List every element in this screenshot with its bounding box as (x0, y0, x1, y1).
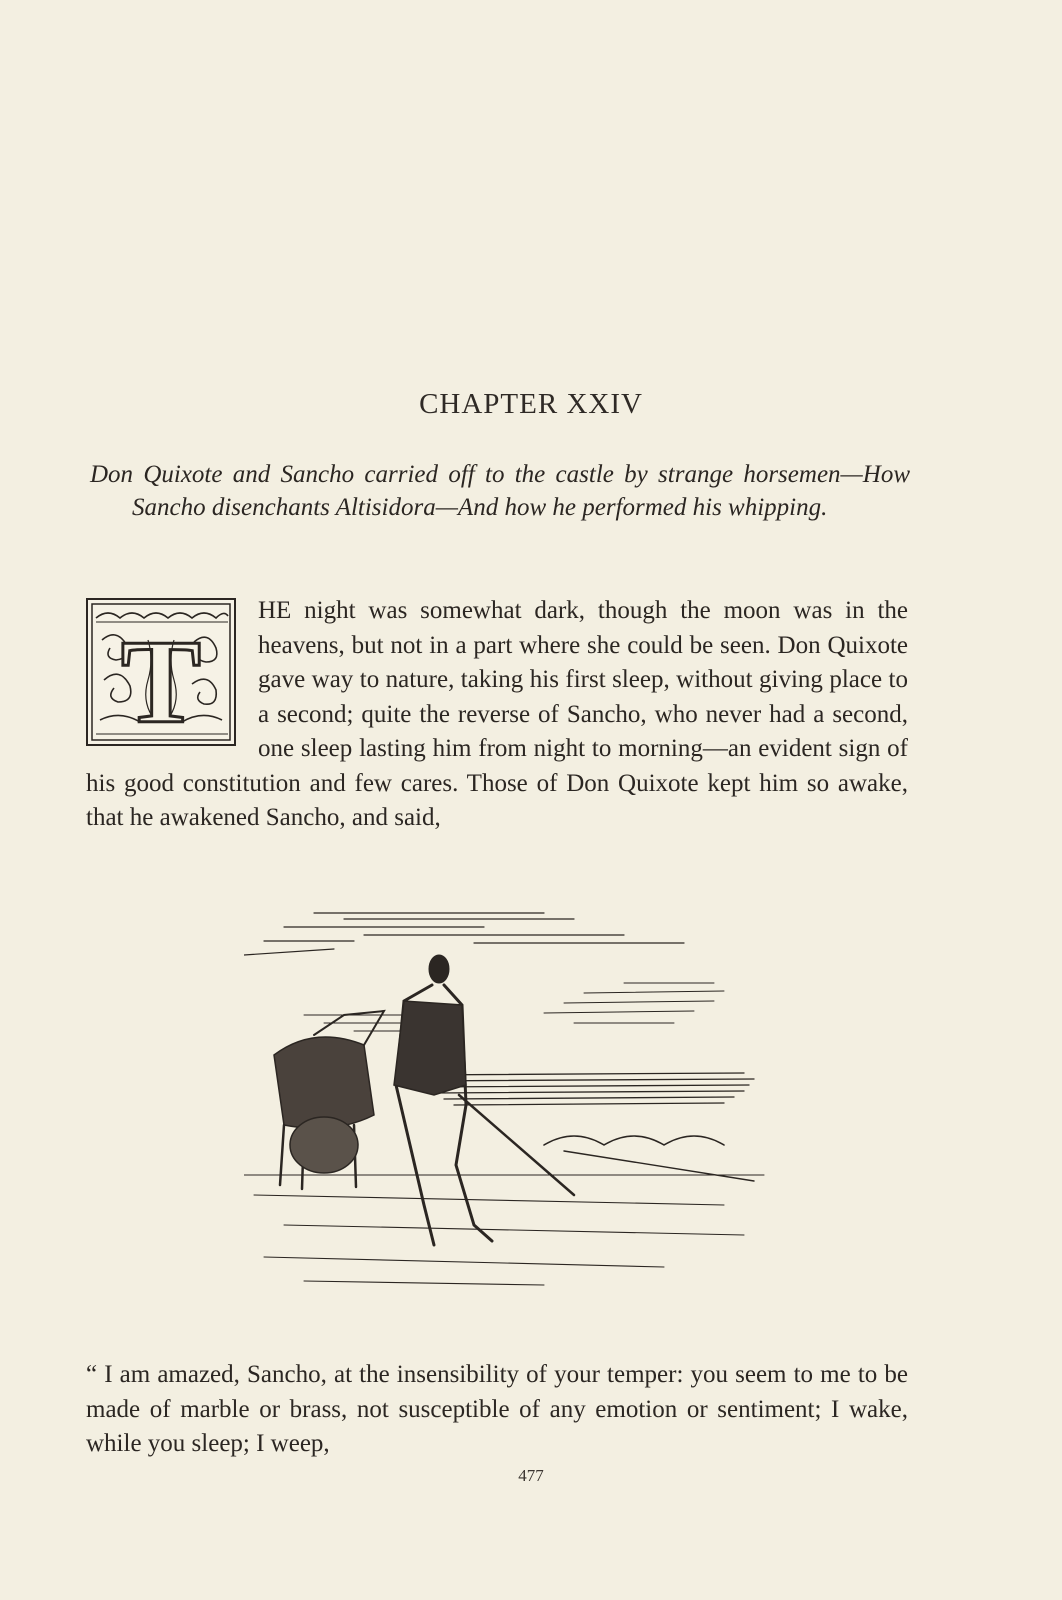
paragraph-1 (86, 594, 908, 836)
ornamental-drop-cap (86, 598, 236, 746)
page-number: 477 (518, 1466, 544, 1485)
drop-cap-ornament (88, 600, 234, 744)
paragraph-1-text: HE night was somewhat dark, though the moon was in the heavens, but not in a part where she could be seen. Don Quixote gave way to nature, taking his first sleep, without giving place to a second; quite the reverse of Sancho, who never had a second, one sleep lasting him from night to morning—an evident sign of his good constitution and few cares. Those of Don Quixote kept him so awake, that he awakened Sancho, and said, (86, 597, 908, 831)
engraving-illustration (244, 905, 774, 1325)
paragraph-2: “ I am amazed, Sancho, at the insensibility of your temper: you seem to me to be made of marble or brass, not susceptible of any emotion or sentiment; I wake, while you sleep; I weep, (86, 1361, 908, 1457)
drop-cap-letter: T (120, 615, 202, 744)
chapter-title: CHAPTER XXIV (419, 388, 643, 420)
chapter-summary: Don Quixote and Sancho carried off to the castle by strange horsemen—How Sancho disenchants Altisidora—And how he performed his whipping. (90, 461, 910, 521)
